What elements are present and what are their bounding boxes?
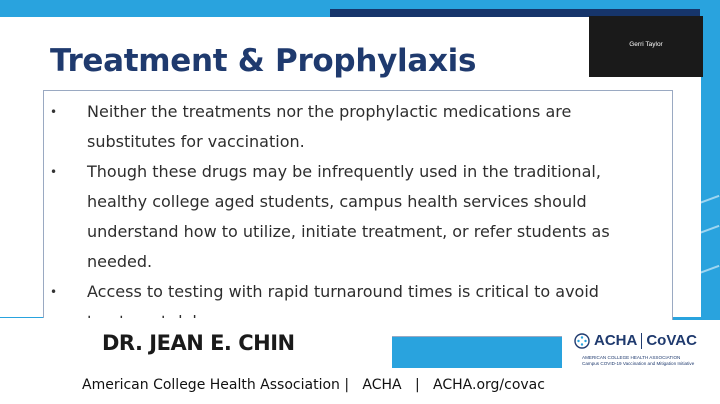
bullet-text-line: Though these drugs may be infrequently used in the traditional, <box>87 162 601 181</box>
bullet-text-line: understand how to utilize, initiate treatment, or refer students as <box>87 222 610 241</box>
bullet-text-line: substitutes for vaccination. <box>87 132 305 151</box>
bullet-item <box>44 97 664 157</box>
logo-subtitle-1: AMERICAN COLLEGE HEALTH ASSOCIATION <box>582 355 681 360</box>
bullet-item <box>44 157 664 277</box>
bullet-text-line: Neither the treatments nor the prophylactic medications are <box>87 102 572 121</box>
bullet-text-line: Access to testing with rapid turnaround times is critical to avoid <box>87 282 599 301</box>
participant-name: Gerri Taylor <box>629 41 663 48</box>
bullet-content-box <box>43 90 673 337</box>
speaker-name: DR. JEAN E. CHIN <box>102 331 295 355</box>
bullet-marker: • <box>50 105 58 119</box>
speaker-name-bar <box>0 318 392 368</box>
footer-text: American College Health Association | ACHA | ACHA.org/covac <box>82 377 545 393</box>
bullet-marker: • <box>50 285 58 299</box>
bullet-marker: • <box>50 165 58 179</box>
logo-divider <box>641 333 642 349</box>
acha-logo-icon <box>574 333 590 349</box>
slide-title: Treatment & Prophylaxis <box>50 43 477 79</box>
participant-video-tile[interactable] <box>589 16 703 77</box>
footer-bar <box>0 368 720 404</box>
bullet-list <box>44 97 664 337</box>
logo-acha-text: ACHA <box>594 332 638 349</box>
bullet-text-line: needed. <box>87 252 153 271</box>
bullet-text-line: healthy college aged students, campus health services should <box>87 192 587 211</box>
logo-covac-text: CoVAC <box>646 332 697 349</box>
logo-subtitle-2: Campus COVID-19 Vaccination and Mitigation Initiative <box>582 361 695 366</box>
